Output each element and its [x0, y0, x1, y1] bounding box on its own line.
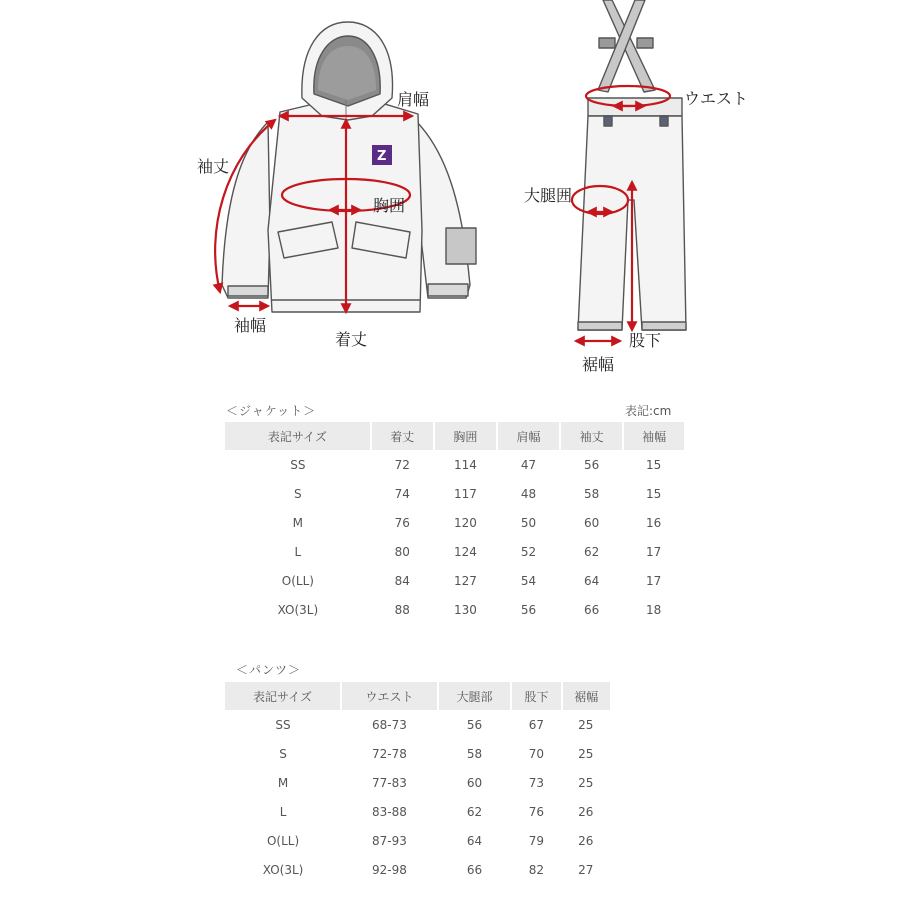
header-cell: 表記サイズ — [225, 682, 341, 710]
table-row — [225, 479, 684, 508]
table-cell: 88 — [394, 602, 410, 617]
size-diagram — [0, 0, 900, 385]
table-cell: 62 — [466, 804, 483, 819]
unit-note: 表記:cm — [625, 404, 672, 418]
table-header-row — [225, 422, 684, 450]
label-sleeve-length: 袖丈 — [197, 157, 230, 176]
table-cell: M — [292, 515, 304, 530]
table-row — [225, 739, 610, 768]
table-cell: 25 — [578, 775, 594, 790]
table-row — [225, 450, 684, 479]
table-cell: XO(3L) — [277, 602, 319, 617]
label-cuff-width: 袖幅 — [234, 316, 267, 335]
pants-table-caption: ＜パンツ＞ — [236, 663, 302, 677]
table-cell: 114 — [453, 457, 477, 472]
header-cell: 肩幅 — [497, 422, 560, 450]
table-cell: 26 — [578, 804, 594, 819]
table-cell: XO(3L) — [262, 862, 304, 877]
table-cell: L — [294, 544, 302, 559]
table-cell: 15 — [645, 486, 662, 501]
table-cell: 117 — [453, 486, 477, 501]
table-cell: 27 — [578, 862, 594, 877]
header-cell: 袖幅 — [623, 422, 684, 450]
table-cell: 76 — [394, 515, 410, 530]
table-cell: 120 — [453, 515, 477, 530]
table-cell: 47 — [520, 457, 537, 472]
header-cell: ウエスト — [341, 682, 438, 710]
table-cell: 60 — [584, 515, 600, 530]
table-cell: 84 — [394, 573, 410, 588]
table-cell: 56 — [520, 602, 537, 617]
table-cell: 66 — [584, 602, 600, 617]
table-cell: O(LL) — [266, 833, 300, 848]
table-cell: 67 — [528, 717, 545, 732]
table-cell: 74 — [394, 486, 410, 501]
table-cell: 130 — [453, 602, 477, 617]
table-cell: 80 — [394, 544, 410, 559]
table-cell: 72 — [394, 457, 410, 472]
table-cell: SS — [290, 457, 306, 472]
svg-text:Z: Z — [377, 149, 387, 164]
table-cell: 68-73 — [372, 717, 407, 732]
table-cell: 76 — [528, 804, 545, 819]
label-chest: 胸囲 — [373, 196, 406, 215]
table-cell: 127 — [453, 573, 477, 588]
table-cell: 77-83 — [372, 775, 407, 790]
table-cell: 82 — [528, 862, 545, 877]
jacket-illustration — [222, 22, 476, 312]
header-cell: 袖丈 — [560, 422, 623, 450]
table-cell: 56 — [584, 457, 600, 472]
table-cell: S — [294, 486, 302, 501]
table-cell: 60 — [466, 775, 483, 790]
table-cell: 58 — [466, 746, 483, 761]
table-cell: 50 — [520, 515, 537, 530]
table-cell: 17 — [645, 573, 662, 588]
table-cell: 124 — [453, 544, 477, 559]
table-cell: 25 — [578, 746, 594, 761]
jacket-table-caption: ＜ジャケット＞ — [226, 404, 317, 418]
table-cell: 48 — [520, 486, 537, 501]
table-cell: 64 — [584, 573, 600, 588]
header-cell: 裾幅 — [562, 682, 610, 710]
table-cell: SS — [275, 717, 291, 732]
jacket-size-table — [225, 422, 684, 624]
table-row — [225, 595, 684, 624]
table-cell: 87-93 — [372, 833, 407, 848]
table-cell: 92-98 — [372, 862, 407, 877]
table-cell: 62 — [584, 544, 600, 559]
table-cell: 26 — [578, 833, 594, 848]
table-cell: 83-88 — [372, 804, 407, 819]
table-cell: 15 — [645, 457, 662, 472]
table-row — [225, 855, 610, 884]
table-cell: 72-78 — [372, 746, 407, 761]
table-cell: 73 — [528, 775, 545, 790]
table-cell: L — [279, 804, 287, 819]
label-shoulder-width: 肩幅 — [397, 90, 430, 109]
table-row — [225, 710, 610, 739]
table-cell: S — [279, 746, 287, 761]
label-waist: ウエスト — [684, 89, 749, 108]
label-hem-width: 裾幅 — [582, 355, 615, 374]
header-cell: 着丈 — [371, 422, 434, 450]
pants-size-table — [225, 682, 610, 884]
header-cell: 表記サイズ — [225, 422, 371, 450]
header-cell: 股下 — [511, 682, 561, 710]
table-cell: 17 — [645, 544, 662, 559]
table-cell: 64 — [466, 833, 483, 848]
table-cell: 54 — [520, 573, 537, 588]
table-cell: 18 — [645, 602, 662, 617]
table-cell: 79 — [528, 833, 545, 848]
table-cell: 66 — [466, 862, 483, 877]
table-cell: 52 — [520, 544, 537, 559]
table-row — [225, 768, 610, 797]
table-cell: 70 — [528, 746, 545, 761]
header-cell: 胸囲 — [434, 422, 497, 450]
table-cell: 16 — [645, 515, 662, 530]
table-row — [225, 508, 684, 537]
table-cell: 56 — [466, 717, 483, 732]
table-header-row — [225, 682, 610, 710]
table-cell: O(LL) — [281, 573, 314, 588]
table-cell: 25 — [578, 717, 594, 732]
label-inseam: 股下 — [629, 331, 662, 350]
table-row — [225, 537, 684, 566]
header-cell: 大腿部 — [438, 682, 512, 710]
table-row — [225, 826, 610, 855]
table-row — [225, 797, 610, 826]
table-cell: M — [277, 775, 289, 790]
label-total-length: 着丈 — [335, 330, 368, 349]
table-row — [225, 566, 684, 595]
label-thigh: 大腿囲 — [524, 186, 573, 205]
table-cell: 58 — [584, 486, 600, 501]
